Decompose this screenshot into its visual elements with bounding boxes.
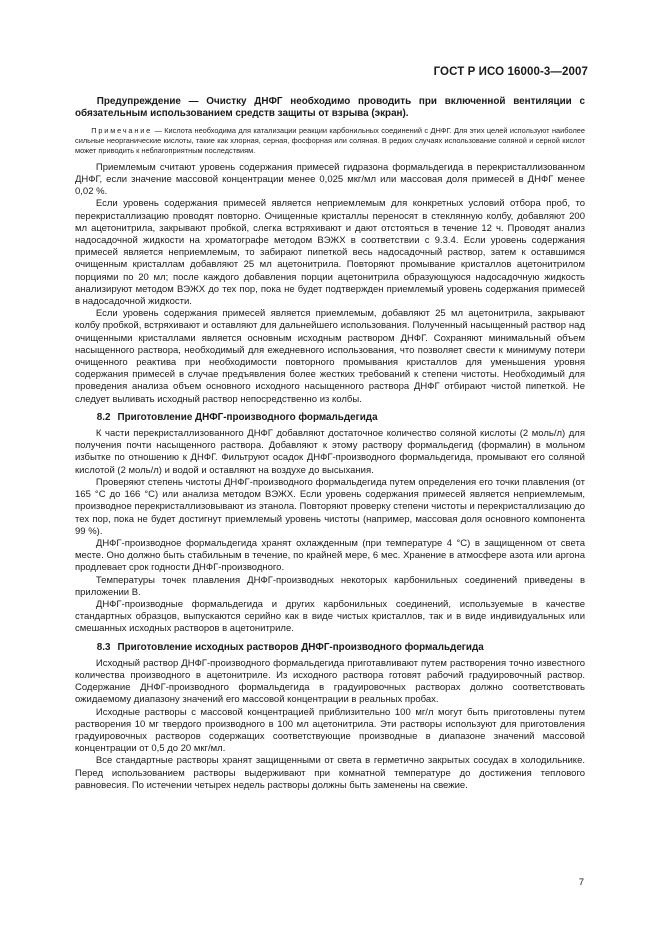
section-title: Приготовление исходных растворов ДНФГ-производного формальдегида [117,641,484,653]
paragraph: Температуры точек плавления ДНФГ-производных некоторых карбонильных соединений приведены в приложении В. [75,574,585,598]
paragraph: Исходный раствор ДНФГ-производного формальдегида приготавливают путем растворения точно известного количества производного в ацетонитриле. Из исходного раствора готовят рабочий градуировочный раствор. Содержание ДНФГ-производного формальдегида в градуировочных растворах должно соответствовать ожидаемому диапазону значений его массовой концентрации в реальных пробах. [75,657,585,706]
section-heading-8-2 [75,412,585,424]
paragraph: Все стандартные растворы хранят защищенными от света в герметично закрытых сосудах в холодильнике. Перед использованием растворы выдерживают при комнатной температуре до достижения теплового равновесия. По истечении четырех недель растворы должны быть заменены на свежие. [75,755,585,791]
note-paragraph [75,126,585,156]
document-header: ГОСТ Р ИСО 16000-3—2007 [433,66,588,78]
section-number: 8.3 [96,641,111,653]
page-number: 7 [578,877,584,888]
section-heading-8-3 [75,642,585,654]
note-label: Примечание [91,125,153,135]
paragraph: ДНФГ-производные формальдегида и других карбонильных соединений, используемые в качестве стандартных образцов, выпускаются серийно как в виде чистых кристаллов, так и в виде индивидуальных или смешанных исходных растворов в ацетонитриле. [75,598,585,635]
paragraph: К части перекристаллизованного ДНФГ добавляют достаточное количество соляной кислоты (2 моль/л) для получения почти насыщенного раствора. Добавляют к этому раствору формальдегид (формалин) в мольном избытке по отношению к ДНФГ. Фильтруют осадок ДНФГ-производного формальдегида, промывают его соляной кислотой (2 моль/л) и водой и оставляют на воздухе до высыхания. [75,428,585,476]
section-number: 8.2 [96,411,111,423]
paragraph: Если уровень содержания примесей является неприемлемым для конкретных условий отбора проб, то перекристаллизацию проводят повторно. Очищенные кристаллы переносят в стеклянную колбу, добавляют 200 мл ацетонитрила, закрывают пробкой, слегка встряхивают и дают отстояться в течение 12 ч. Проводят анализ надосадочной жидкости на хроматографе методом ВЭЖХ в соответствии с 9.3.4. Если уровень содержания примесей является неприемлемым, то забирают пипеткой весь надосадочный раствор, затем к оставшимся очищенным кристаллам добавляют 25 мл ацетонитрила. Повторяют промывание кристаллов ацетонитрилом порциями по 20 мл; после каждого добавления порции ацетонитрила образующуюся надосадочную жидкость анализируют методом ВЭЖХ до тех пор, пока не будет подтвержден приемлемый уровень содержания примесей в надосадочной жидкости. [75,198,585,308]
paragraph: Приемлемым считают уровень содержания примесей гидразона формальдегида в перекристаллизованном ДНФГ, если значение массовой концентрации менее 0,025 мкг/мл или массовая доля примесей в ДНФГ менее 0,02 %. [75,161,585,198]
section-title: Приготовление ДНФГ-производного формальдегида [117,411,378,423]
note-text: — Кислота необходима для катализации реакции карбонильных соединений с ДНФГ. Для этих целей используют наиболее сильные неорганические кислоты, такие как хлорная, серная, фосфорная или соляная. В редких случаях использование соляной и серной кислот может приводить к неблагоприятным последствиям. [75,125,585,155]
paragraph: ДНФГ-производное формальдегида хранят охлажденным (при температуре 4 °С) в защищенном от света месте. Оно должно быть стабильным в течение, по крайней мере, 6 мес. Хранение в атмосфере азота или аргона продлевает срок годности ДНФГ-производного. [75,537,585,574]
paragraph: Исходные растворы с массовой концентрацией приблизительно 100 мг/л могут быть приготовлены путем растворения 10 мг твердого производного в 100 мл ацетонитрила. Эти растворы используют для приготовления градуировочных растворов содержащих соответствующие производные в диапазоне значений массовой концентрации от 0,5 до 20 мкг/мл. [75,706,585,755]
warning-paragraph: Предупреждение — Очистку ДНФГ необходимо проводить при включенной вентиляции с обязательным использованием средств защиты от взрыва (экран). [75,96,585,120]
paragraph: Если уровень содержания примесей является приемлемым, добавляют 25 мл ацетонитрила, закрывают колбу пробкой, встряхивают и оставляют для дальнейшего использования. Полученный насыщенный раствор над очищенными кристаллами является основным исходным раствором ДНФГ. Сохраняют минимальный объем насыщенного раствора, необходимый для ежедневного использования, что позволяет свести к минимуму потери очищенного реактива при необходимости повторного промывания кристаллов для уменьшения уровня содержания примесей в случае предъявления более жестких требований к степени чистоты. Необходимый для проведения анализа объем основного исходного насыщенного раствора ДНФГ отбирают чистой пипеткой. Не следует выливать исходный раствор непосредственно из колбы. [75,308,585,405]
paragraph: Проверяют степень чистоты ДНФГ-производного формальдегида путем определения его точки плавления (от 165 °С до 166 °С) или анализа методом ВЭЖХ. Если уровень содержания примесей является неприемлемым, производное перекристаллизовывают из этанола. Повторяют проверку степени чистоты и перекристаллизацию до тех пор, пока не будет достигнут приемлемый уровень чистоты (например, массовая доля основного компонента 99 %). [75,476,585,537]
document-body [75,96,585,792]
